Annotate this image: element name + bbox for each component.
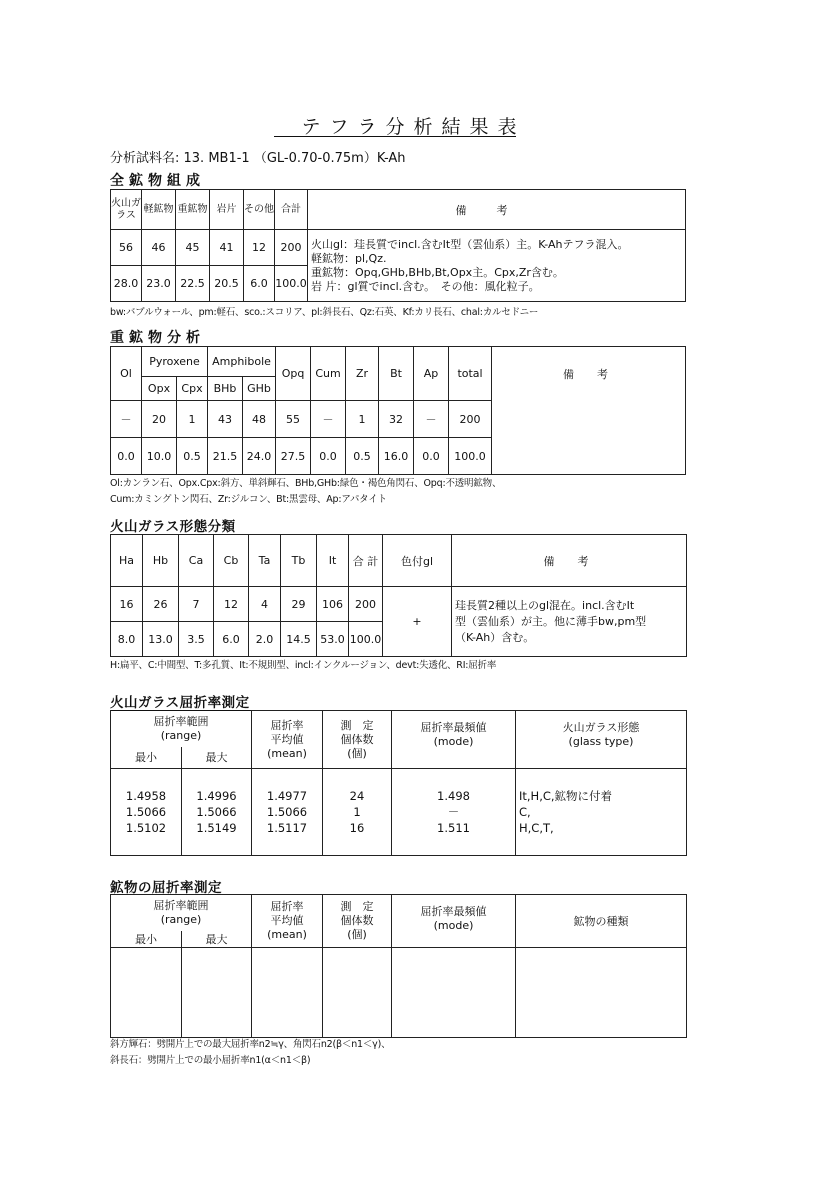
range-en-label: (range) [160, 912, 202, 926]
mean-label: 屈折率 [270, 899, 304, 913]
note-line: 斜長石：劈開片上での最小屈折率n1(α＜n1＜β) [110, 1055, 311, 1066]
mode-cell [392, 769, 516, 856]
sample-name: 分析試料名: 13. MB1-1 （GL-0.70-0.75m）K-Ah [110, 151, 406, 166]
glass-type-header [516, 711, 687, 769]
count-header [323, 895, 392, 948]
cell: 24.0 [243, 438, 276, 475]
count-value: 24 [349, 789, 365, 803]
col-cpx: Cpx [177, 377, 208, 401]
cell: 4 [249, 587, 281, 622]
col-hb: Hb [143, 535, 179, 587]
mode-value: 1.511 [437, 821, 470, 835]
data-block [111, 947, 687, 1037]
section1-note: bw:バブルウォール、pm:軽石、sco.:スコリア、pl:斜長石、Qz:石英、Kf:カリ長石、chal:カルセドニー [110, 307, 539, 318]
header-row [111, 535, 687, 587]
col-zr: Zr [346, 347, 379, 401]
cell: 16.0 [379, 438, 414, 475]
min-cell [111, 947, 182, 1037]
count-cell [323, 947, 392, 1037]
cell: 200 [449, 401, 492, 438]
cell: 43 [208, 401, 243, 438]
cell: 0.5 [177, 438, 208, 475]
col-cum: Cum [311, 347, 346, 401]
section1-heading: 全鉱物組成 [110, 173, 205, 189]
remark-line: 火山gl：珪長質でincl.含むIt型（雲仙系）主。K-Ahテフラ混入。 [311, 237, 629, 251]
cell: 29 [281, 587, 317, 622]
remark-line: 軽鉱物：pl,Qz. [311, 251, 387, 265]
cell: 12 [244, 230, 275, 266]
cell: 0.0 [111, 438, 142, 475]
mode-value: － [447, 805, 460, 819]
mineral-kind-header: 鉱物の種類 [516, 895, 687, 948]
mineral-composition-table [110, 189, 686, 302]
mode-label: (mode) [433, 735, 474, 748]
cell: 41 [210, 230, 244, 266]
col-bhb: BHb [208, 377, 243, 401]
section3-heading: 火山ガラス形態分類 [110, 519, 236, 535]
section2-heading: 重鉱物分析 [110, 330, 205, 346]
mean-value: 1.4977 [266, 789, 308, 803]
section2-note [110, 476, 501, 508]
cell: 12 [214, 587, 249, 622]
col-it: It [317, 535, 349, 587]
col-other: その他 [244, 190, 275, 230]
cell: 1 [177, 401, 208, 438]
range-header [111, 895, 252, 931]
col-tb: Tb [281, 535, 317, 587]
min-header: 最小 [111, 931, 182, 948]
range-label: 屈折率範囲 [153, 714, 209, 728]
count-label: 測 定 [340, 899, 374, 913]
cell: 21.5 [208, 438, 243, 475]
cell: － [414, 401, 449, 438]
data-block [111, 769, 687, 856]
mean-label: (mean) [267, 927, 307, 941]
cell: 56 [111, 230, 142, 266]
col-remarks: 備考 [308, 190, 686, 230]
max-value: 1.5066 [196, 805, 237, 819]
count-row [111, 587, 687, 622]
cell: 26 [143, 587, 179, 622]
mean-label: 平均値 [270, 913, 304, 927]
section4-heading: 火山ガラス屈折率測定 [110, 695, 250, 711]
cell: 27.5 [276, 438, 311, 475]
cell: 23.0 [142, 266, 176, 302]
min-cell [111, 769, 182, 856]
cell: － [311, 401, 346, 438]
cell: 14.5 [281, 622, 317, 657]
section5-note [110, 1037, 390, 1069]
cell: 100.0 [275, 266, 308, 302]
cell: 45 [176, 230, 210, 266]
mineral-refractive-table [110, 894, 687, 1038]
note-line: Cum:カミングトン閃石、Zr:ジルコン、Bt:黒雲母、Ap:アパタイト [110, 494, 387, 505]
cell: 16 [111, 587, 143, 622]
col-light: 軽鉱物 [142, 190, 176, 230]
col-remarks: 備 考 [452, 535, 687, 587]
glass-type-value: H,C,T, [519, 821, 554, 835]
remark-line: 重鉱物：Opq,GHb,BHb,Bt,Opx主。Cpx,Zr含む。 [311, 265, 564, 279]
glass-type-cell [516, 769, 687, 856]
max-header: 最大 [182, 747, 252, 769]
cell: 100.0 [349, 622, 383, 657]
cell: 106 [317, 587, 349, 622]
cell: 200 [349, 587, 383, 622]
mode-header [392, 895, 516, 948]
cell: 100.0 [449, 438, 492, 475]
cell: － [111, 401, 142, 438]
remarks-cell [492, 401, 686, 475]
max-cell [182, 947, 252, 1037]
range-label: 屈折率範囲 [153, 898, 209, 912]
cell: 200 [275, 230, 308, 266]
cell: 46 [142, 230, 176, 266]
col-amphibole: Amphibole [208, 347, 276, 377]
cell: 7 [179, 587, 214, 622]
cell: 10.0 [142, 438, 177, 475]
cell: 0.0 [414, 438, 449, 475]
remarks-cell [452, 587, 687, 657]
col-opq: Opq [276, 347, 311, 401]
header-row [111, 190, 686, 230]
max-value: 1.5149 [196, 821, 237, 835]
col-ca: Ca [179, 535, 214, 587]
remark-line: （K-Ah）含む。 [455, 630, 535, 644]
mean-label: (mean) [267, 746, 307, 760]
note-line: 斜方輝石：劈開片上での最大屈折率n2≒γ、角閃石n2(β＜n1＜γ)、 [110, 1039, 391, 1050]
remark-line: 岩 片：gl質でincl.含む。 その他：風化粒子。 [311, 279, 540, 293]
max-header: 最大 [182, 931, 252, 948]
cell: 0.0 [311, 438, 346, 475]
cell: 6.0 [214, 622, 249, 657]
col-total: 合 計 [349, 535, 383, 587]
cell: 55 [276, 401, 311, 438]
count-row [111, 230, 686, 266]
note-line: Ol:カンラン石、Opx.Cpx:斜方、単斜輝石、BHb,GHb:緑色・褐色角閃石、Opq:不透明鉱物、 [110, 478, 502, 489]
col-heavy: 重鉱物 [176, 190, 210, 230]
cell: 22.5 [176, 266, 210, 302]
col-remarks: 備 考 [492, 347, 686, 401]
mode-value: 1.498 [437, 789, 470, 803]
cell: 6.0 [244, 266, 275, 302]
max-cell [182, 769, 252, 856]
count-value: 16 [349, 821, 365, 835]
cell: 20.5 [210, 266, 244, 302]
col-cb: Cb [214, 535, 249, 587]
mode-label: 屈折率最頻値 [420, 905, 487, 918]
col-total: total [449, 347, 492, 401]
glass-type-value: C, [519, 805, 531, 819]
glass-shape-table [110, 534, 687, 657]
mean-value: 1.5117 [266, 821, 308, 835]
title-underline [274, 136, 516, 137]
col-pyroxene: Pyroxene [142, 347, 208, 377]
min-value: 1.5066 [125, 805, 167, 819]
cell: 8.0 [111, 622, 143, 657]
count-header [323, 711, 392, 769]
mineral-kind-cell [516, 947, 687, 1037]
mean-label: 屈折率 [270, 718, 304, 732]
mean-header [252, 895, 323, 948]
count-label: 個体数 [340, 732, 374, 746]
glass-type-label: 火山ガラス形態 [562, 721, 640, 734]
cell: 53.0 [317, 622, 349, 657]
range-en-label: (range) [160, 728, 202, 742]
count-label: (個) [347, 746, 367, 760]
remark-line: 珪長質2種以上のgl混在。incl.含むIt [455, 598, 635, 612]
col-ap: Ap [414, 347, 449, 401]
mean-header [252, 711, 323, 769]
cell: 48 [243, 401, 276, 438]
count-label: 個体数 [340, 913, 374, 927]
mean-value: 1.5066 [266, 805, 308, 819]
col-rock: 岩片 [210, 190, 244, 230]
mean-cell [252, 769, 323, 856]
remarks-cell [308, 230, 686, 302]
section5-heading: 鉱物の屈折率測定 [110, 880, 222, 896]
mean-label: 平均値 [270, 732, 304, 746]
colored-gl-cell: + [383, 587, 452, 657]
cell: 3.5 [179, 622, 214, 657]
mode-label: (mode) [433, 919, 474, 932]
count-label: (個) [347, 927, 367, 941]
mode-cell [392, 947, 516, 1037]
count-cell [323, 769, 392, 856]
cell: 2.0 [249, 622, 281, 657]
col-opx: Opx [142, 377, 177, 401]
min-header: 最小 [111, 747, 182, 769]
col-ha: Ha [111, 535, 143, 587]
page-title: テフラ分析結果表 [301, 116, 526, 138]
heavy-mineral-table [110, 346, 686, 475]
cell: 1 [346, 401, 379, 438]
col-glass: 火山ガラス [111, 190, 142, 230]
glass-refractive-table [110, 710, 687, 856]
cell: 32 [379, 401, 414, 438]
col-ol: Ol [111, 347, 142, 401]
col-bt: Bt [379, 347, 414, 401]
min-value: 1.4958 [125, 789, 167, 803]
count-row [111, 401, 686, 438]
col-total: 合計 [275, 190, 308, 230]
glass-type-label: (glass type) [568, 735, 634, 748]
min-value: 1.5102 [125, 821, 167, 835]
mode-label: 屈折率最頻値 [420, 721, 487, 734]
mean-cell [252, 947, 323, 1037]
section3-note: H:扁平、C:中間型、T:多孔質、It:不規則型、incl:インクルージョン、devt:失透化、RI:屈折率 [110, 660, 497, 671]
col-ghb: GHb [243, 377, 276, 401]
glass-type-value: It,H,C,鉱物に付着 [519, 789, 613, 803]
max-value: 1.4996 [196, 789, 237, 803]
col-colored-gl: 色付gl [383, 535, 452, 587]
cell: 13.0 [143, 622, 179, 657]
cell: 20 [142, 401, 177, 438]
remark-line: 型（雲仙系）が主。他に薄手bw,pm型 [455, 614, 647, 628]
range-header [111, 711, 252, 747]
col-ta: Ta [249, 535, 281, 587]
cell: 0.5 [346, 438, 379, 475]
count-label: 測 定 [340, 718, 374, 732]
cell: 28.0 [111, 266, 142, 302]
mode-header [392, 711, 516, 769]
count-value: 1 [353, 805, 361, 819]
